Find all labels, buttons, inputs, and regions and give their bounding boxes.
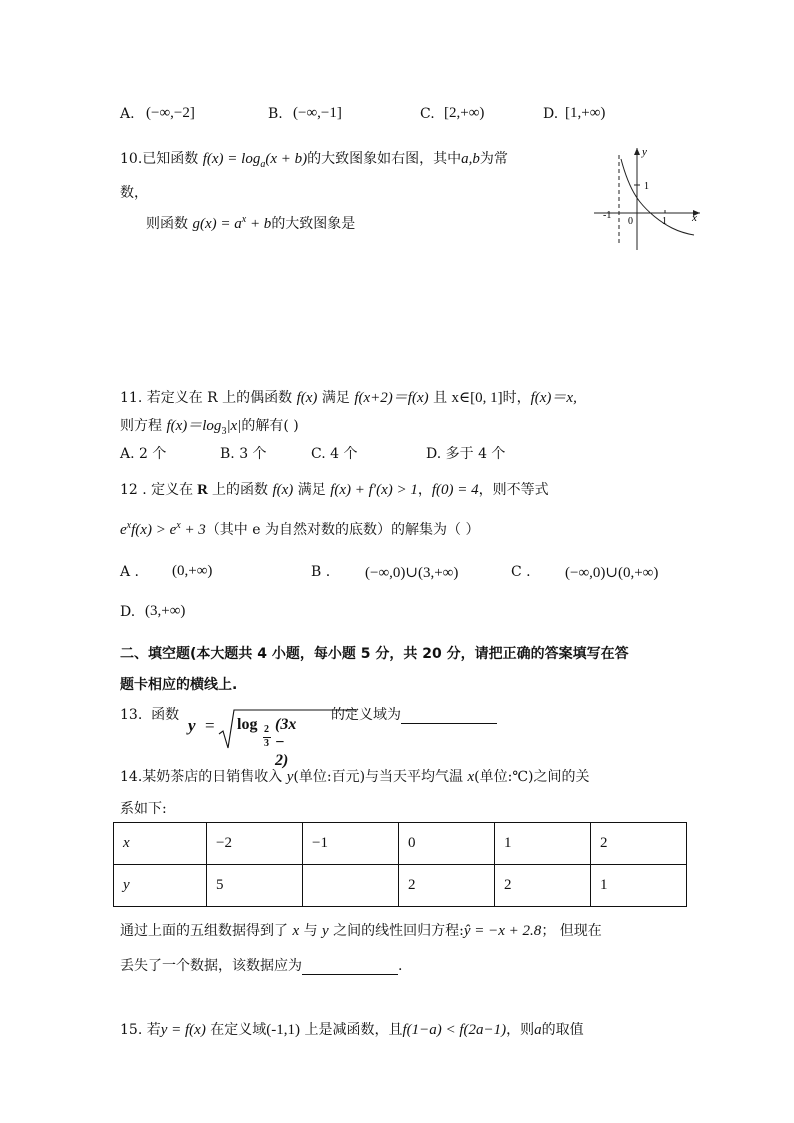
q11-option-d: D. 多于 4 个 (426, 446, 506, 462)
q13-tail: 的定义域为 (331, 704, 497, 724)
q9-option-d-label: D. (543, 106, 559, 122)
q10-line3 (146, 213, 355, 233)
q14-line2: 系如下: (120, 801, 167, 817)
q12-option-b-value: (−∞,0)∪(3,+∞) (365, 565, 459, 581)
origin-label: 0 (628, 216, 633, 227)
table-cell: 2 (591, 823, 687, 865)
q11-option-b: B. 3 个 (220, 446, 267, 462)
q12-option-d-label: D. (120, 604, 136, 620)
q11-line1: 11. 若定义在 R 上的偶函数 f(x) 满足 f(x+2)＝f(x) 且 x∈[0, 1]时，f(x)＝x, (120, 390, 577, 406)
table-cell: 2 (399, 865, 495, 907)
q12-option-d-value: (3,+∞) (145, 603, 186, 619)
x-axis-label: x (692, 212, 697, 224)
table-cell: 2 (495, 865, 591, 907)
y-axis-arrow (634, 148, 640, 155)
q9-option-a-value: (−∞,−2] (146, 105, 195, 121)
q12-option-a-value: (0,+∞) (172, 563, 213, 579)
section2-heading-cont: 题卡相应的横线上. (120, 677, 238, 693)
q10-number: 10. (120, 151, 143, 167)
q14-line1: 14.某奶茶店的日销售收入 y(单位:百元)与当天平均气温 x(单位:℃)之间的关 (120, 769, 590, 785)
q10-line2: 数， (120, 185, 148, 201)
q15-line1: 15. 若y = f(x) 在定义域(-1,1) 上是减函数，且f(1−a) < f(2a−1)，则a的取值 (120, 1022, 584, 1038)
section2-heading: 二、填空题(本大题共 4 小题，每小题 5 分，共 20 分，请把正确的答案填写在答 (120, 646, 629, 662)
table-cell: 0 (399, 823, 495, 865)
y-tick-label: 1 (644, 181, 649, 192)
y-axis-label: y (642, 146, 647, 158)
q12-option-b-label: B . (311, 564, 331, 580)
table-cell: y (114, 865, 207, 907)
table-cell: 5 (207, 865, 303, 907)
table-cell: 1 (495, 823, 591, 865)
q10-g-expr: $g(x) = a^x + b$ (192, 214, 272, 232)
q14-data-table (113, 822, 687, 907)
q11-option-c: C. 4 个 (311, 446, 358, 462)
q12-option-a-label: A . (120, 564, 140, 580)
q12-option-c-label: C . (511, 564, 531, 580)
q13-number-text: 13. 函数 (120, 707, 180, 723)
q10-line1 (120, 148, 508, 170)
q12-option-c-value: (−∞,0)∪(0,+∞) (565, 565, 659, 581)
table-cell: x (114, 823, 207, 865)
q9-option-a-label: A. (120, 106, 135, 122)
q10-f-expr: $f(x) = \log_a(x + b)$ (202, 151, 308, 170)
q14-answer-blank[interactable] (302, 960, 398, 975)
q10-text: 已知函数 (142, 151, 199, 167)
q9-option-b-label: B. (268, 106, 283, 122)
table-cell-missing (303, 865, 399, 907)
q13-answer-blank[interactable] (401, 709, 497, 724)
q9-option-c-label: C. (420, 106, 435, 122)
table-row (114, 823, 687, 865)
q9-option-c-value: [2,+∞) (444, 105, 485, 121)
table-cell: −2 (207, 823, 303, 865)
q10-text: 为常 (479, 151, 508, 167)
q10-text: 则函数 (146, 216, 188, 232)
q12-line1: 12 . 定义在 R 上的函数 f(x) 满足 f(x) + f′(x) > 1，f(0) = 4，则不等式 (120, 482, 549, 498)
q9-option-b-value: (−∞,−1] (293, 105, 342, 121)
q11-equation: $f(x)=\log_3|x|$ (166, 418, 242, 437)
q10-ab: a,b (461, 151, 480, 167)
q9-option-d-value: [1,+∞) (565, 105, 606, 121)
q10-text: 的大致图象是 (271, 216, 356, 232)
q14-line3: 通过上面的五组数据得到了 x 与 y 之间的线性回归方程:ŷ = −x + 2.8； 但现在 (120, 923, 602, 939)
q12-inequality: $e^xf(x) > e^x + 3$ (120, 520, 206, 538)
q10-log-graph (590, 140, 710, 255)
q14-line4: 丢失了一个数据，该数据应为 . (120, 958, 403, 974)
x-tick-label-neg1: -1 (603, 210, 612, 221)
q11-option-a: A. 2 个 (120, 446, 167, 462)
table-cell: 1 (591, 865, 687, 907)
q12-line2: $e^xf(x) > e^x + 3$（其中 e 为自然对数的底数）的解集为（ ） (120, 520, 480, 538)
q11-line2: 则方程 $f(x)=\log_3|x|$的解有( ) (120, 418, 299, 437)
table-cell: −1 (303, 823, 399, 865)
table-row (114, 865, 687, 907)
q10-text: 的大致图象如右图，其中 (307, 151, 462, 167)
x-tick-label-1: 1 (662, 216, 667, 227)
